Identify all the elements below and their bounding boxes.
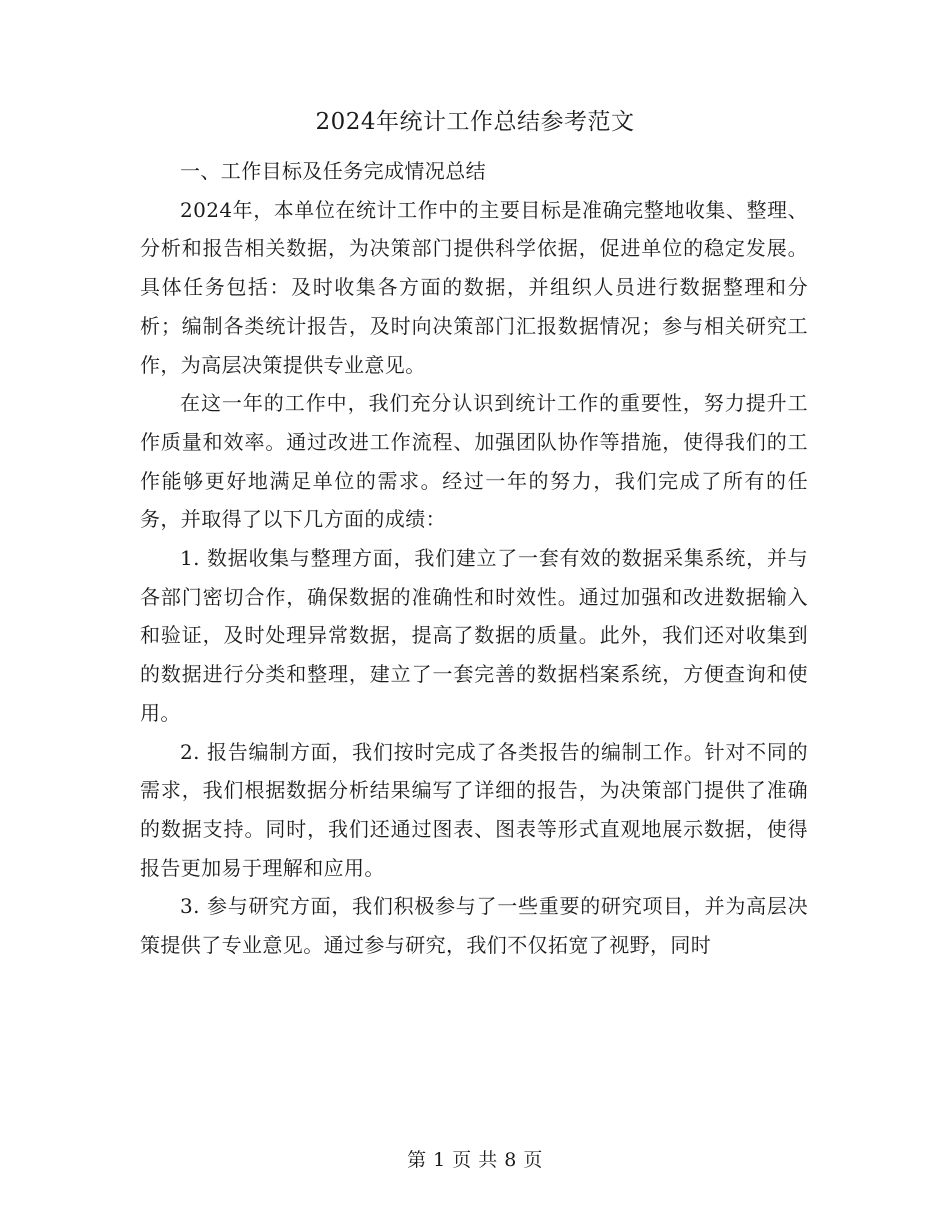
section-heading: 一、工作目标及任务完成情况总结 <box>180 159 486 183</box>
document-title: 2024年统计工作总结参考范文 <box>315 109 635 135</box>
document-body <box>140 152 808 965</box>
paragraph-item-3: 3. 参与研究方面，我们积极参与了一些重要的研究项目，并为高层决策提供了专业意见。通过参与研究，我们不仅拓宽了视野，同时 <box>140 894 808 958</box>
page-footer: 第 1 页 共 8 页 <box>407 1149 543 1171</box>
paragraph-item-1: 1. 数据收集与整理方面，我们建立了一套有效的数据采集系统，并与各部门密切合作，确保数据的准确性和时效性。通过加强和改进数据输入和验证，及时处理异常数据，提高了数据的质量。此外，我们还对收集到的数据进行分类和整理，建立了一套完善的数据档案系统，方便查询和使用。 <box>140 546 808 725</box>
paragraph-goals: 2024年，本单位在统计工作中的主要目标是准确完整地收集、整理、分析和报告相关数据，为决策部门提供科学依据，促进单位的稳定发展。具体任务包括：及时收集各方面的数据，并组织人员进行数据整理和分析；编制各类统计报告，及时向决策部门汇报数据情况；参与相关研究工作，为高层决策提供专业意见。 <box>140 197 808 377</box>
paragraph-achievements-intro: 在这一年的工作中，我们充分认识到统计工作的重要性，努力提升工作质量和效率。通过改进工作流程、加强团队协作等措施，使得我们的工作能够更好地满足单位的需求。经过一年的努力，我们完成了所有的任务，并取得了以下几方面的成绩： <box>140 391 808 532</box>
paragraph-item-2: 2. 报告编制方面，我们按时完成了各类报告的编制工作。针对不同的需求，我们根据数据分析结果编写了详细的报告，为决策部门提供了准确的数据支持。同时，我们还通过图表、图表等形式直观地展示数据，使得报告更加易于理解和应用。 <box>140 739 808 880</box>
